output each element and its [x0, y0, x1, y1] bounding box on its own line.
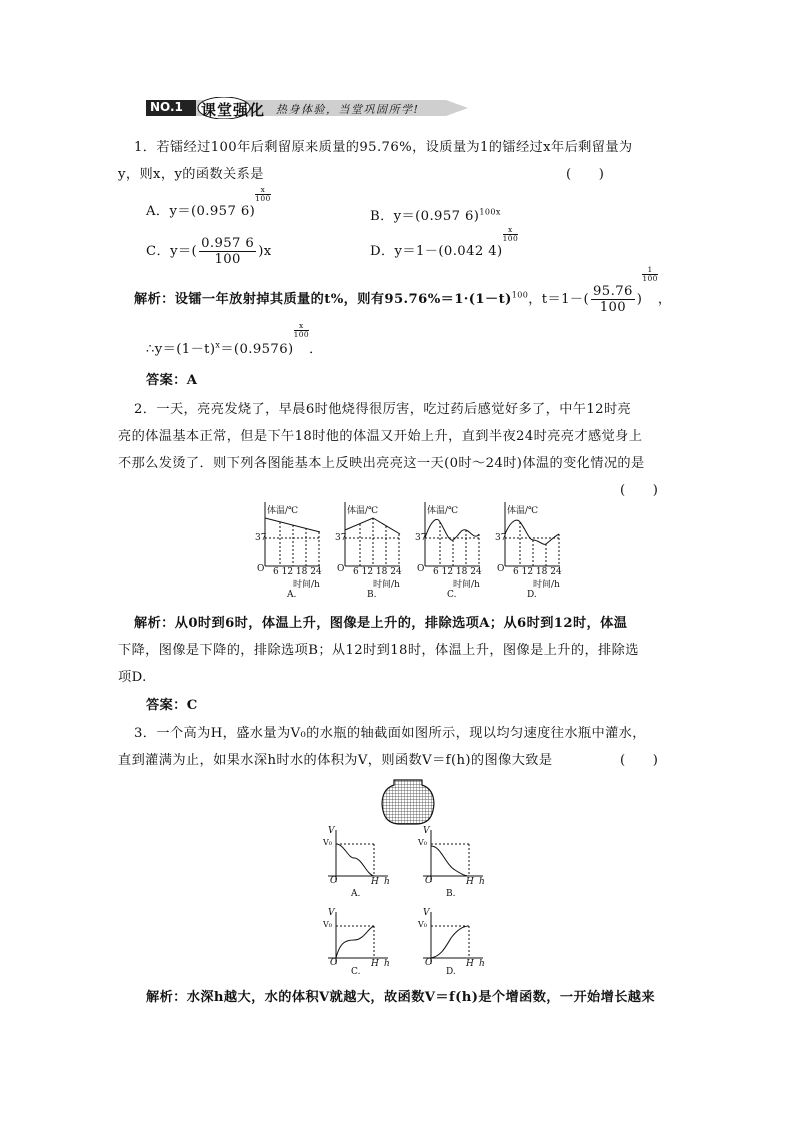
- q3-b-label: B.: [446, 889, 456, 899]
- q2-solution-line3: 项D.: [118, 670, 147, 685]
- q2-d-origin: O: [497, 564, 505, 574]
- q2-c-ticks: 6 12 18 24: [433, 567, 482, 577]
- q3-paren: ( ): [620, 753, 659, 768]
- q2-a-y37: 37: [255, 533, 267, 543]
- q2-d-label: D.: [527, 590, 537, 600]
- section-banner: [146, 97, 468, 119]
- q3-graph-c: [328, 912, 388, 964]
- q3-c-label: C.: [351, 967, 361, 977]
- q3-b-v: V: [423, 826, 430, 836]
- q3-graph-a: [328, 830, 388, 882]
- q3-line2: 直到灌满为止，如果水深h时水的体积为V，则函数V＝f(h)的图像大致是: [118, 753, 553, 768]
- q2-a-ylabel: 体温/℃: [267, 506, 299, 516]
- q3-a-h: h: [384, 877, 390, 887]
- q2-c-ylabel: 体温/℃: [427, 506, 459, 516]
- q3-graph-b: [423, 830, 483, 882]
- banner-title: 课堂强化: [201, 101, 266, 119]
- q1-line2: y，则x，y的函数关系是: [118, 167, 264, 182]
- q2-d-y37: 37: [495, 533, 507, 543]
- q3-d-h: h: [479, 959, 485, 969]
- q2-graphs: [255, 500, 575, 604]
- q3-a-H: H: [371, 877, 379, 887]
- q3-a-label: A.: [351, 889, 361, 899]
- q2-c-origin: O: [417, 564, 425, 574]
- q2-solution-line2: 下降，图像是下降的，排除选项B；从12时到18时，体温上升，图像是上升的，排除选: [118, 643, 639, 658]
- q2-answer: 答案：C: [146, 698, 198, 713]
- q1-solution-line1: 解析：设镭一年放射掉其质量的t%，则有$95.76\%=1\cdot(1-t)^{100}$，t＝1－( $\frac{95.76}{100}$ ) $\frac{1}{100}$ ，: [134, 265, 672, 315]
- q2-c-xlabel: 时间/h: [453, 580, 480, 590]
- q2-a-origin: O: [257, 564, 265, 574]
- q3-d-v0: V₀: [418, 920, 427, 929]
- q3-bottle: [380, 778, 436, 826]
- q1-option-b: B．y＝(0.957 6)$^{100x}$: [370, 207, 501, 224]
- q3-graphs: [318, 826, 498, 976]
- q2-d-ylabel: 体温/℃: [507, 506, 539, 516]
- q3-c-curve: [336, 926, 374, 958]
- q3-d-curve: [431, 926, 469, 958]
- q3-b-H: H: [466, 877, 474, 887]
- q2-c-curve: [425, 519, 479, 540]
- q2-line2: 亮的体温基本正常，但是下午18时他的体温又开始上升，直到半夜24时亮亮才感觉身上: [118, 429, 643, 444]
- q2-c-label: C.: [447, 590, 457, 600]
- q3-b-v0: V₀: [418, 838, 427, 847]
- q3-bottle-svg: [380, 778, 436, 826]
- q2-c-y37: 37: [415, 533, 427, 543]
- q1-option-a: A．y＝(0.957 6) $\frac{x}{100}$: [146, 185, 271, 219]
- banner-slogan: 热身体验，当堂巩固所学!: [276, 103, 420, 116]
- q1-option-c: C．y＝( $\frac{0.957 6}{100}$ )x: [146, 236, 272, 267]
- q3-graphs-svg: [318, 826, 498, 976]
- q3-b-o: O: [425, 876, 433, 886]
- q3-b-h: h: [479, 877, 485, 887]
- q2-b-origin: O: [337, 564, 345, 574]
- q2-line3: 不那么发烫了．则下列各图能基本上反映出亮亮这一天(0时～24时)体温的变化情况的是: [118, 456, 645, 471]
- banner-badge: NO.1: [150, 100, 183, 114]
- q3-c-v: V: [328, 908, 335, 918]
- q2-b-y37: 37: [335, 533, 347, 543]
- q2-solution-line1: 解析：从0时到6时，体温上升，图像是上升的，排除选项A；从6时到12时，体温: [134, 616, 628, 631]
- q3-a-curve: [336, 844, 374, 876]
- q2-d-xlabel: 时间/h: [533, 580, 560, 590]
- q2-a-label: A.: [287, 590, 297, 600]
- q3-c-v0: V₀: [323, 920, 332, 929]
- q3-a-v0: V₀: [323, 838, 332, 847]
- q3-solution-line1: 解析：水深h越大，水的体积V就越大，故函数V＝f(h)是个增函数，一开始增长越来: [146, 990, 655, 1005]
- q1-paren: ( ): [566, 167, 605, 182]
- q3-a-o: O: [330, 876, 338, 886]
- q3-b-curve: [431, 846, 469, 876]
- q1-answer: 答案：A: [146, 373, 198, 388]
- q3-a-v: V: [328, 826, 335, 836]
- q2-d-curve: [505, 520, 559, 544]
- q1-solution-line2: $\therefore y=(1-t)^x=(0.9576)$ $\frac{x}{100}$ ．: [146, 321, 323, 357]
- q2-b-label: B.: [367, 590, 377, 600]
- q2-b-xlabel: 时间/h: [373, 580, 400, 590]
- q3-d-label: D.: [446, 967, 456, 977]
- q3-graph-d: [423, 912, 483, 964]
- q2-line1: 2．一天，亮亮发烧了，早晨6时他烧得很厉害，吃过药后感觉好多了，中午12时亮: [134, 402, 632, 417]
- q1-line1: 1．若镭经过100年后剩留原来质量的95.76%，设质量为1的镭经过x年后剩留量为: [134, 140, 633, 155]
- q3-d-H: H: [466, 959, 474, 969]
- q3-c-o: O: [330, 958, 338, 968]
- q3-d-o: O: [425, 958, 433, 968]
- q3-c-H: H: [371, 959, 379, 969]
- q2-d-ticks: 6 12 18 24: [513, 567, 562, 577]
- q2-a-ticks: 6 12 18 24: [273, 567, 322, 577]
- q3-line1: 3．一个高为H，盛水量为V₀的水瓶的轴截面如图所示，现以均匀速度往水瓶中灌水，: [134, 726, 646, 741]
- q2-b-ylabel: 体温/℃: [347, 506, 379, 516]
- q3-d-v: V: [423, 908, 430, 918]
- q3-c-h: h: [384, 959, 390, 969]
- q2-a-xlabel: 时间/h: [293, 580, 320, 590]
- q2-paren: ( ): [620, 483, 659, 498]
- q1-option-d: D．y＝1－(0.042 4) $\frac{x}{100}$: [370, 225, 519, 259]
- q3-bottle-shape: [382, 780, 434, 824]
- q2-b-ticks: 6 12 18 24: [353, 567, 402, 577]
